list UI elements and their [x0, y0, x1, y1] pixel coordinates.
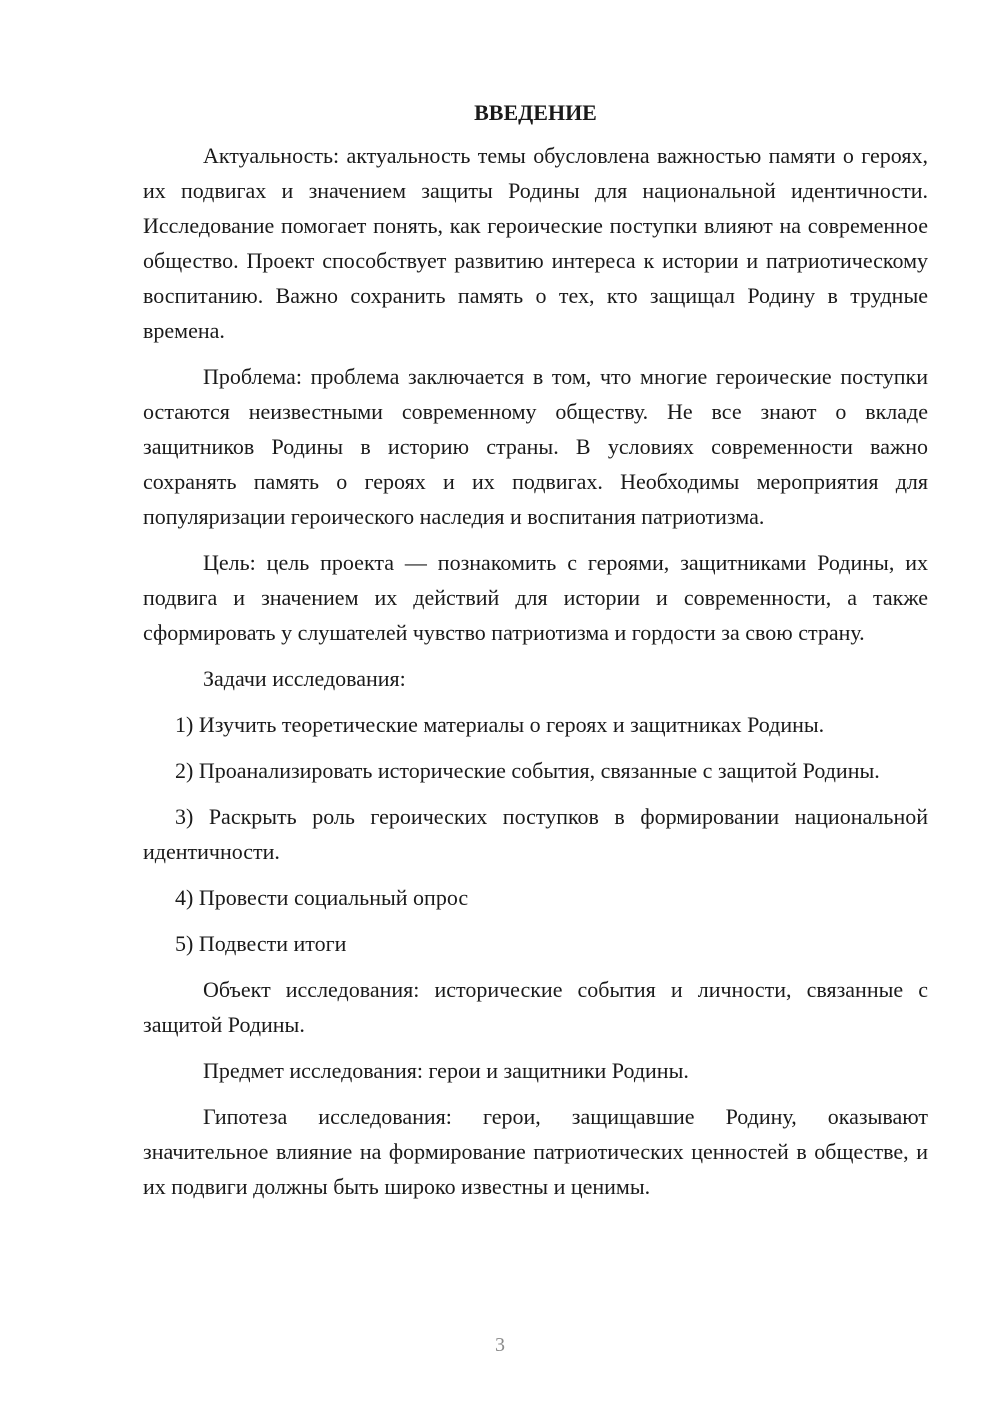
- task-item-5: 5) Подвести итоги: [175, 931, 347, 956]
- page-number: 3: [495, 1334, 505, 1356]
- paragraph-subject: Предмет исследования: герои и защитники Родины.: [203, 1058, 689, 1083]
- paragraph-goal: Цель: цель проекта — познакомить с героями, защитниками Родины, их подвига и значением их действий для истории и современности, а также сформировать у слушателей чувство патриотизма и гордости за свою страну.: [143, 550, 928, 645]
- task-item-1: 1) Изучить теоретические материалы о героях и защитниках Родины.: [175, 712, 825, 737]
- task-item-3: 3) Раскрыть роль героических поступков в формировании национальной идентичности.: [143, 804, 928, 864]
- task-item-2: 2) Проанализировать исторические события, связанные с защитой Родины.: [175, 758, 880, 783]
- section-title: ВВЕДЕНИЕ: [474, 100, 597, 125]
- task-item-4: 4) Провести социальный опрос: [175, 885, 469, 910]
- paragraph-relevance: Актуальность: актуальность темы обусловлена важностью памяти о героях, их подвигах и значением защиты Родины для национальной идентичности. Исследование помогает понять, как героические поступки влияют на современное общество. Проект способствует развитию интереса к истории и патриотическому воспитанию. Важно сохранить память о тех, кто защищал Родину в трудные времена.: [143, 143, 928, 343]
- paragraph-hypothesis: Гипотеза исследования: герои, защищавшие Родину, оказывают значительное влияние на формирование патриотических ценностей в обществе, и их подвиги должны быть широко известны и ценимы.: [143, 1104, 928, 1199]
- paragraph-tasks-heading: Задачи исследования:: [203, 666, 406, 691]
- paragraph-object: Объект исследования: исторические события и личности, связанные с защитой Родины.: [143, 977, 928, 1037]
- paragraph-problem: Проблема: проблема заключается в том, что многие героические поступки остаются неизвестными современному обществу. Не все знают о вкладе защитников Родины в историю страны. В условиях современности важно сохранять память о героях и их подвигах. Необходимы мероприятия для популяризации героического наследия и воспитания патриотизма.: [143, 364, 928, 529]
- page-content: [143, 95, 928, 1215]
